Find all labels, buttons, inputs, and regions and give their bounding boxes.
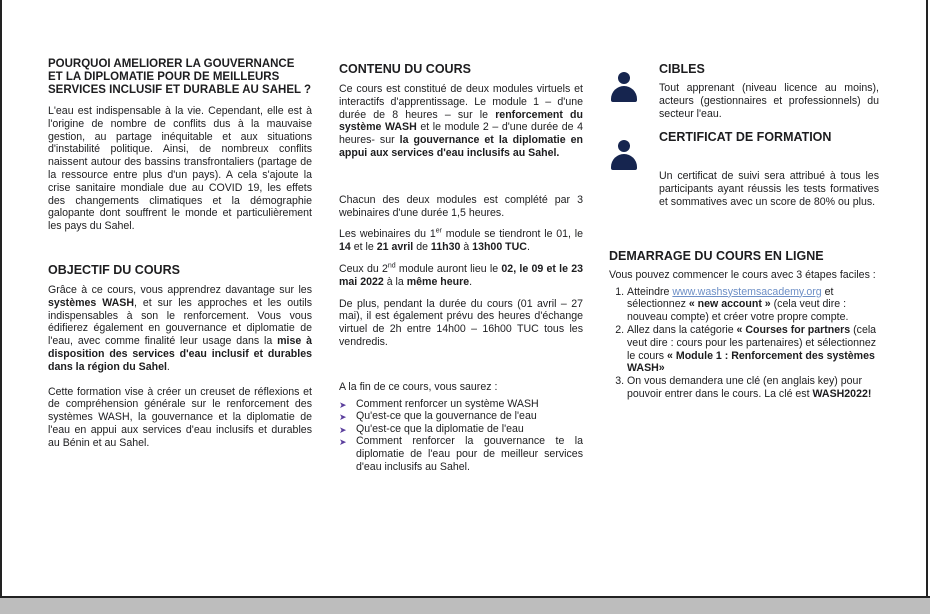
paragraph-echanges: De plus, pendant la durée du cours (01 avril – 27 mai), il est également prévu des heures d'échange virtuel de 2h entre 14h00 – 16h00 TUC tous les vendredis. [339, 297, 583, 348]
list-item: ➤ Comment renforcer la gouvernance te la diplomatie de l'eau pour de meilleur services d'eau inclusifs au Sahel. [339, 435, 583, 473]
heading-objectif: OBJECTIF DU COURS [48, 262, 180, 277]
steps-list [609, 286, 879, 401]
paragraph-module1-dates: Les webinaires du 1er module se tiendront le 01, le 14 et le 21 avril de 11h30 à 13h00 TUC. [339, 227, 583, 254]
arrow-bullet-icon: ➤ [339, 399, 347, 410]
list-item: 3. On vous demandera une clé (en anglais key) pour pouvoir entrer dans le cours. La clé est WASH2022! [627, 375, 879, 401]
person-icon [609, 140, 639, 172]
certificat-section [609, 130, 879, 172]
column-middle [339, 62, 583, 483]
paragraph-outcomes-intro: A la fin de ce cours, vous saurez : [339, 380, 498, 393]
paragraph-contenu: Ce cours est constitué de deux modules virtuels et interactifs d'apprentissage. Le module 1 – d'une durée de 8 heures – sur le renforcement du système WASH et le module 2 – d'une durée de 4 heures- sur la gouvernance et la diplomatie en appui aux services d'eau inclusifs au Sahel. [339, 83, 583, 159]
paragraph-webinaires: Chacun des deux modules est complété par 3 webinaires d'une durée 1,5 heures. [339, 193, 583, 219]
arrow-bullet-icon: ➤ [339, 437, 347, 448]
arrow-bullet-icon: ➤ [339, 412, 347, 423]
paragraph-certificat: Un certificat de suivi sera attribué à tous les participants ayant réussis les tests formatives et sommatives avec un score de 80% ou plus. [659, 170, 879, 208]
cibles-section [609, 62, 879, 120]
list-item: 1. Atteindre www.washsystemsacademy.org et sélectionnez « new account » (cela veut dire : nouveau compte) et créer votre propre compte. [627, 286, 879, 324]
paragraph-module2-dates: Ceux du 2nd module auront lieu le 02, le 09 et le 23 mai 2022 à la même heure. [339, 262, 583, 288]
list-item: 2. Allez dans la catégorie « Courses for partners (cela veut dire : cours pour les partenaires) et sélectionnez le cours « Module 1 : Renforcement des systèmes WASH» [627, 324, 879, 375]
paragraph-demarrage-intro: Vous pouvez commencer le cours avec 3 étapes faciles : [609, 268, 876, 281]
heading-certificat: CERTIFICAT DE FORMATION [659, 130, 832, 145]
heading-contenu: CONTENU DU COURS [339, 62, 471, 76]
frame-bottom-band [0, 596, 930, 614]
heading-demarrage: DEMARRAGE DU COURS EN LIGNE [609, 248, 824, 263]
paragraph-objectif: Grâce à ce cours, vous apprendrez davantage sur les systèmes WASH, et sur les approches et les outils indispensables à son le renforcement. Vous vous édifierez également en gouvernance et diplomatie de l'eau, avec comme finalité leur usage dans la mise à disposition des services d'eau inclusif et durables dans la région du Sahel. [48, 283, 312, 373]
paragraph-cibles: Tout apprenant (niveau licence au moins), acteurs (gestionnaires et professionnels) du secteur l'eau. [659, 82, 879, 120]
column-left [48, 58, 312, 460]
person-icon [609, 72, 639, 104]
frame-right-border [926, 0, 928, 598]
column-right [609, 62, 879, 401]
list-item: ➤ Comment renforcer un système WASH [339, 397, 539, 410]
heading-why: POURQUOI AMELIORER LA GOUVERNANCE ET LA DIPLOMATIE POUR DE MEILLEURS SERVICES INCLUSIF ET DURABLE AU SAHEL ? [48, 58, 312, 96]
heading-cibles: CIBLES [659, 62, 705, 76]
paragraph-formation: Cette formation vise à créer un creuset de réflexions et de compréhension générale sur le renforcement des systèmes WASH, la gouvernance et la diplomatie de l'eau en appui aux services d'eau inclusifs et durables au Bénin et au Sahel. [48, 385, 312, 449]
list-item: ➤ Qu'est-ce que la diplomatie de l'eau [339, 422, 524, 435]
arrow-bullet-icon: ➤ [339, 424, 347, 435]
frame-left-border [0, 0, 2, 598]
outcomes-list [339, 398, 583, 474]
website-link[interactable]: www.washsystemsacademy.org [672, 285, 822, 298]
paragraph-why: L'eau est indispensable à la vie. Cependant, elle est à l'origine de nombre de conflits dus à la mauvaise gestion, au partage inéquitable et aux situations d'instabilité politique. Ainsi, de nombreux conflits naissent autour des bassins transfrontaliers (partage de la ressource entre plus d'un pays). A cela s'ajoute la crise sanitaire mondiale due au COVID 19, les effets des changements climatiques et la démographie galopante dont souffrent le monde et particulièrement les pays du Sahel. [48, 105, 312, 233]
list-item: ➤ Qu'est-ce que la gouvernance de l'eau [339, 410, 537, 423]
